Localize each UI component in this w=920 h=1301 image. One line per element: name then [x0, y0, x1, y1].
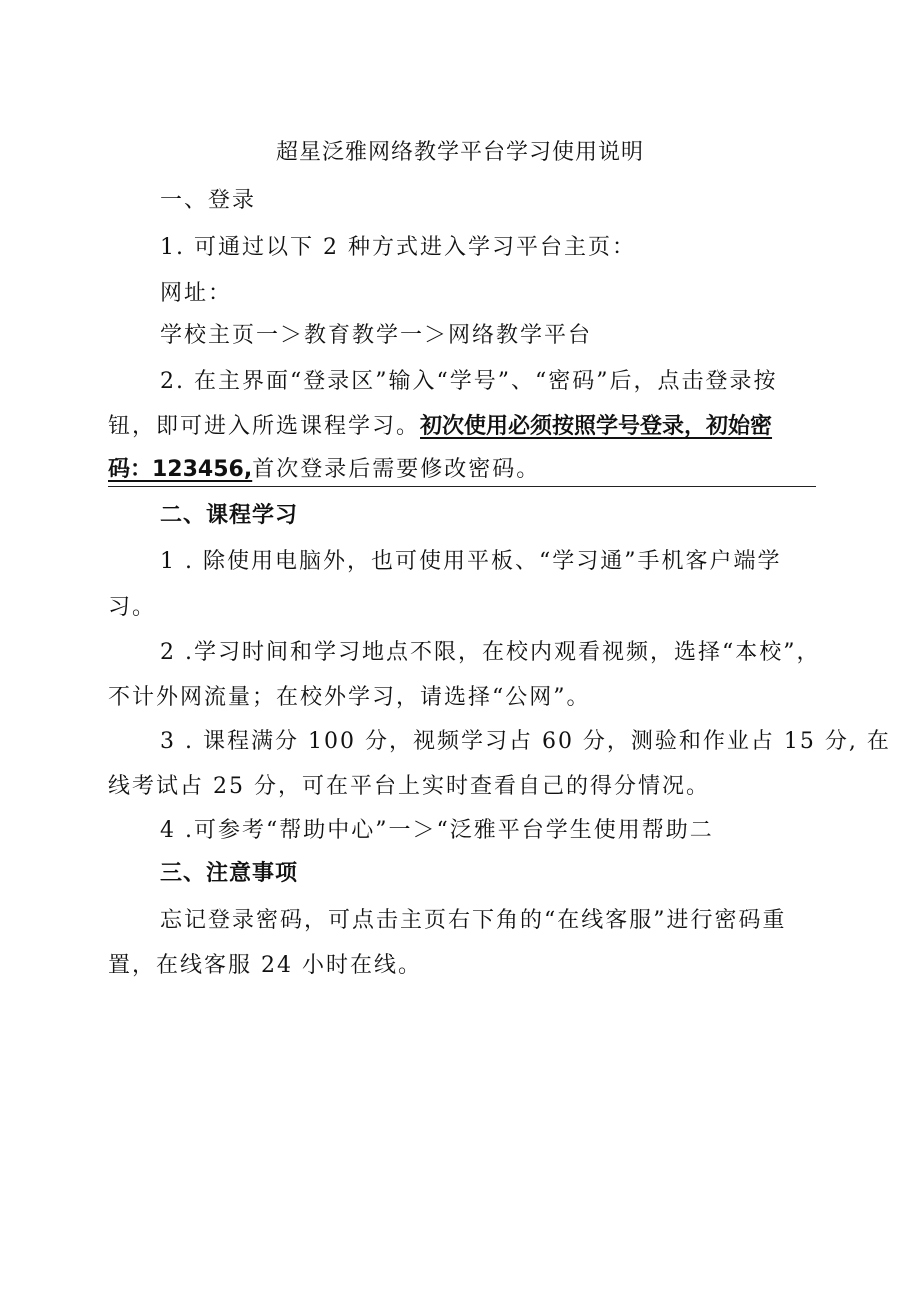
login-item-1: 1. 可通过以下 2 种方式进入学习平台主页： [160, 235, 636, 260]
course-item-3-line-1: 3 . 课程满分 100 分，视频学习占 60 分，测验和作业占 15 分, 在 [160, 729, 891, 754]
course-item-2-line-1: 2 .学习时间和学习地点不限，在校内观看视频，选择“本校”， [160, 640, 821, 665]
change-password-notice: 首次登录后需要修改密码。 [252, 457, 541, 482]
course-item-2-line-2: 不计外网流量；在校外学习，请选择“公网”。 [108, 685, 591, 710]
course-item-1-line-1: 1 . 除使用电脑外，也可使用平板、“学习通”手机客户端学 [160, 549, 782, 574]
initial-password: 码：123456, [108, 457, 253, 482]
login-item-2-line-2 [108, 412, 772, 442]
course-item-4: 4 .可参考“帮助中心”一＞“泛雅平台学生使用帮助二 [160, 818, 714, 843]
course-item-3-line-2: 线考试占 25 分，可在平台上实时查看自己的得分情况。 [108, 774, 710, 799]
login-item-2-line-3 [108, 455, 540, 485]
document-title: 超星泛雅网络教学平台学习使用说明 [275, 140, 644, 165]
section-heading-notes: 三、注意事项 [160, 861, 299, 886]
initial-login-notice: 初次使用必须按照学号登录，初始密 [420, 414, 773, 439]
notes-line-2: 置，在线客服 24 小时在线。 [108, 953, 422, 978]
navigation-path: 学校主页一＞教育教学一＞网络教学平台 [160, 323, 593, 348]
login-item-2-text: 钮，即可进入所选课程学习。 [108, 414, 421, 439]
section-heading-login: 一、登录 [160, 188, 257, 213]
course-item-1-line-2: 习。 [108, 595, 157, 620]
section-heading-course-study: 二、课程学习 [160, 503, 299, 528]
notes-line-1: 忘记登录密码，可点击主页右下角的“在线客服”进行密码重 [160, 908, 787, 933]
url-label: 网址： [160, 281, 233, 306]
divider-line [108, 486, 816, 487]
login-item-2-line-1: 2. 在主界面“登录区”输入“学号”、“密码”后，点击登录按 [160, 369, 778, 394]
